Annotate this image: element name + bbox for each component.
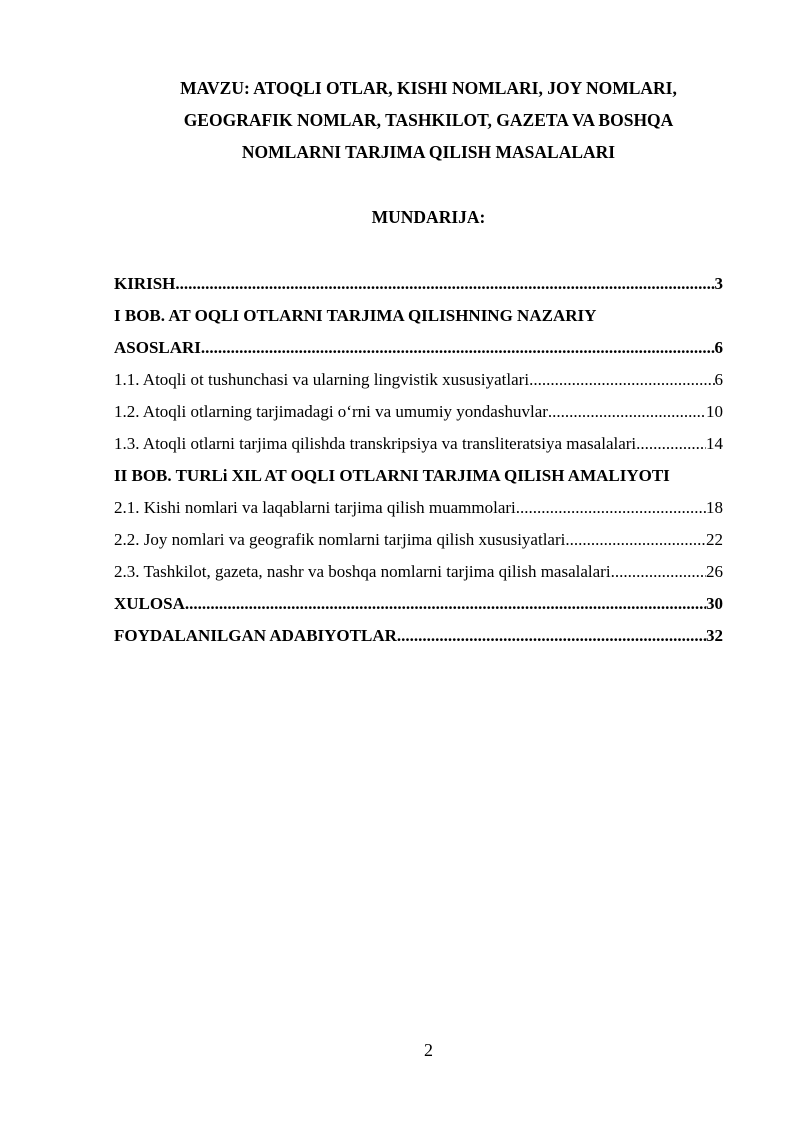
title-line: NOMLARNI TARJIMA QILISH MASALALARI (241, 142, 616, 162)
toc-leader-dots (565, 524, 706, 556)
toc-entry-page: 32 (706, 626, 723, 645)
toc-entry-page: 6 (714, 338, 723, 357)
toc-leader-dots (548, 396, 706, 428)
toc-entry-label: 2.1. Kishi nomlari va laqablarni tarjima qilish muammolari (114, 498, 516, 517)
toc-entry-label: KIRISH (114, 274, 176, 293)
toc-entry-label: FOYDALANILGAN ADABIYOTLAR (114, 626, 397, 645)
toc-leader-dots (185, 588, 706, 620)
toc-entry-page: 30 (706, 594, 723, 613)
toc-entry-page: 18 (706, 498, 723, 517)
toc-entry-label: ASOSLARI (114, 338, 201, 357)
toc-entry-label: XULOSA (114, 594, 185, 613)
toc-entry-page: 3 (714, 274, 723, 293)
toc-entry-page: 26 (706, 562, 723, 581)
toc-entry (114, 620, 723, 652)
toc-leader-dots (201, 332, 715, 364)
toc-entry-label: 1.2. Atoqli otlarning tarjimadagi o‘rni va umumiy yondashuvlar (114, 402, 548, 421)
toc-entry (114, 524, 723, 556)
document-title (100, 72, 757, 168)
toc-entry (114, 268, 723, 300)
toc-leader-dots (516, 492, 706, 524)
toc-entry (114, 460, 723, 492)
toc-entry (114, 300, 723, 332)
toc-entry-label: 2.2. Joy nomlari va geografik nomlarni tarjima qilish xususiyatlari (114, 530, 566, 549)
toc-entry (114, 428, 723, 460)
toc-entry (114, 332, 723, 364)
toc-entry (114, 396, 723, 428)
toc-entry-label: 1.1. Atoqli ot tushunchasi va ularning lingvistik xususiyatlari (114, 370, 530, 389)
page-number: 2 (424, 1040, 433, 1060)
toc-entry-page: 14 (706, 434, 723, 453)
toc-heading: MUNDARIJA: (371, 207, 486, 227)
toc-entry (114, 556, 723, 588)
toc-entry-label: I BOB. AT OQLI OTLARNI TARJIMA QILISHNING NAZARIY (114, 306, 597, 325)
toc-entry-label: II BOB. TURLi XIL AT OQLI OTLARNI TARJIMA QILISH AMALIYOTI (114, 466, 670, 485)
table-of-contents (114, 268, 723, 652)
toc-leader-dots (636, 428, 706, 460)
toc-leader-dots (611, 556, 706, 588)
toc-entry-page: 10 (706, 402, 723, 421)
toc-entry-label: 2.3. Tashkilot, gazeta, nashr va boshqa nomlarni tarjima qilish masalalari (114, 562, 611, 581)
toc-entry (114, 364, 723, 396)
toc-leader-dots (175, 268, 714, 300)
title-line: GEOGRAFIK NOMLAR, TASHKILOT, GAZETA VA BOSHQA (183, 110, 674, 130)
toc-entry-page: 6 (714, 370, 723, 389)
toc-leader-dots (397, 620, 706, 652)
title-line: MAVZU: ATOQLI OTLAR, KISHI NOMLARI, JOY NOMLARI, (180, 78, 677, 98)
toc-leader-dots (529, 364, 714, 396)
toc-entry-label: 1.3. Atoqli otlarni tarjima qilishda transkripsiya va transliteratsiya masalalari (114, 434, 637, 453)
toc-entry-page: 22 (706, 530, 723, 549)
toc-entry (114, 588, 723, 620)
toc-entry (114, 492, 723, 524)
